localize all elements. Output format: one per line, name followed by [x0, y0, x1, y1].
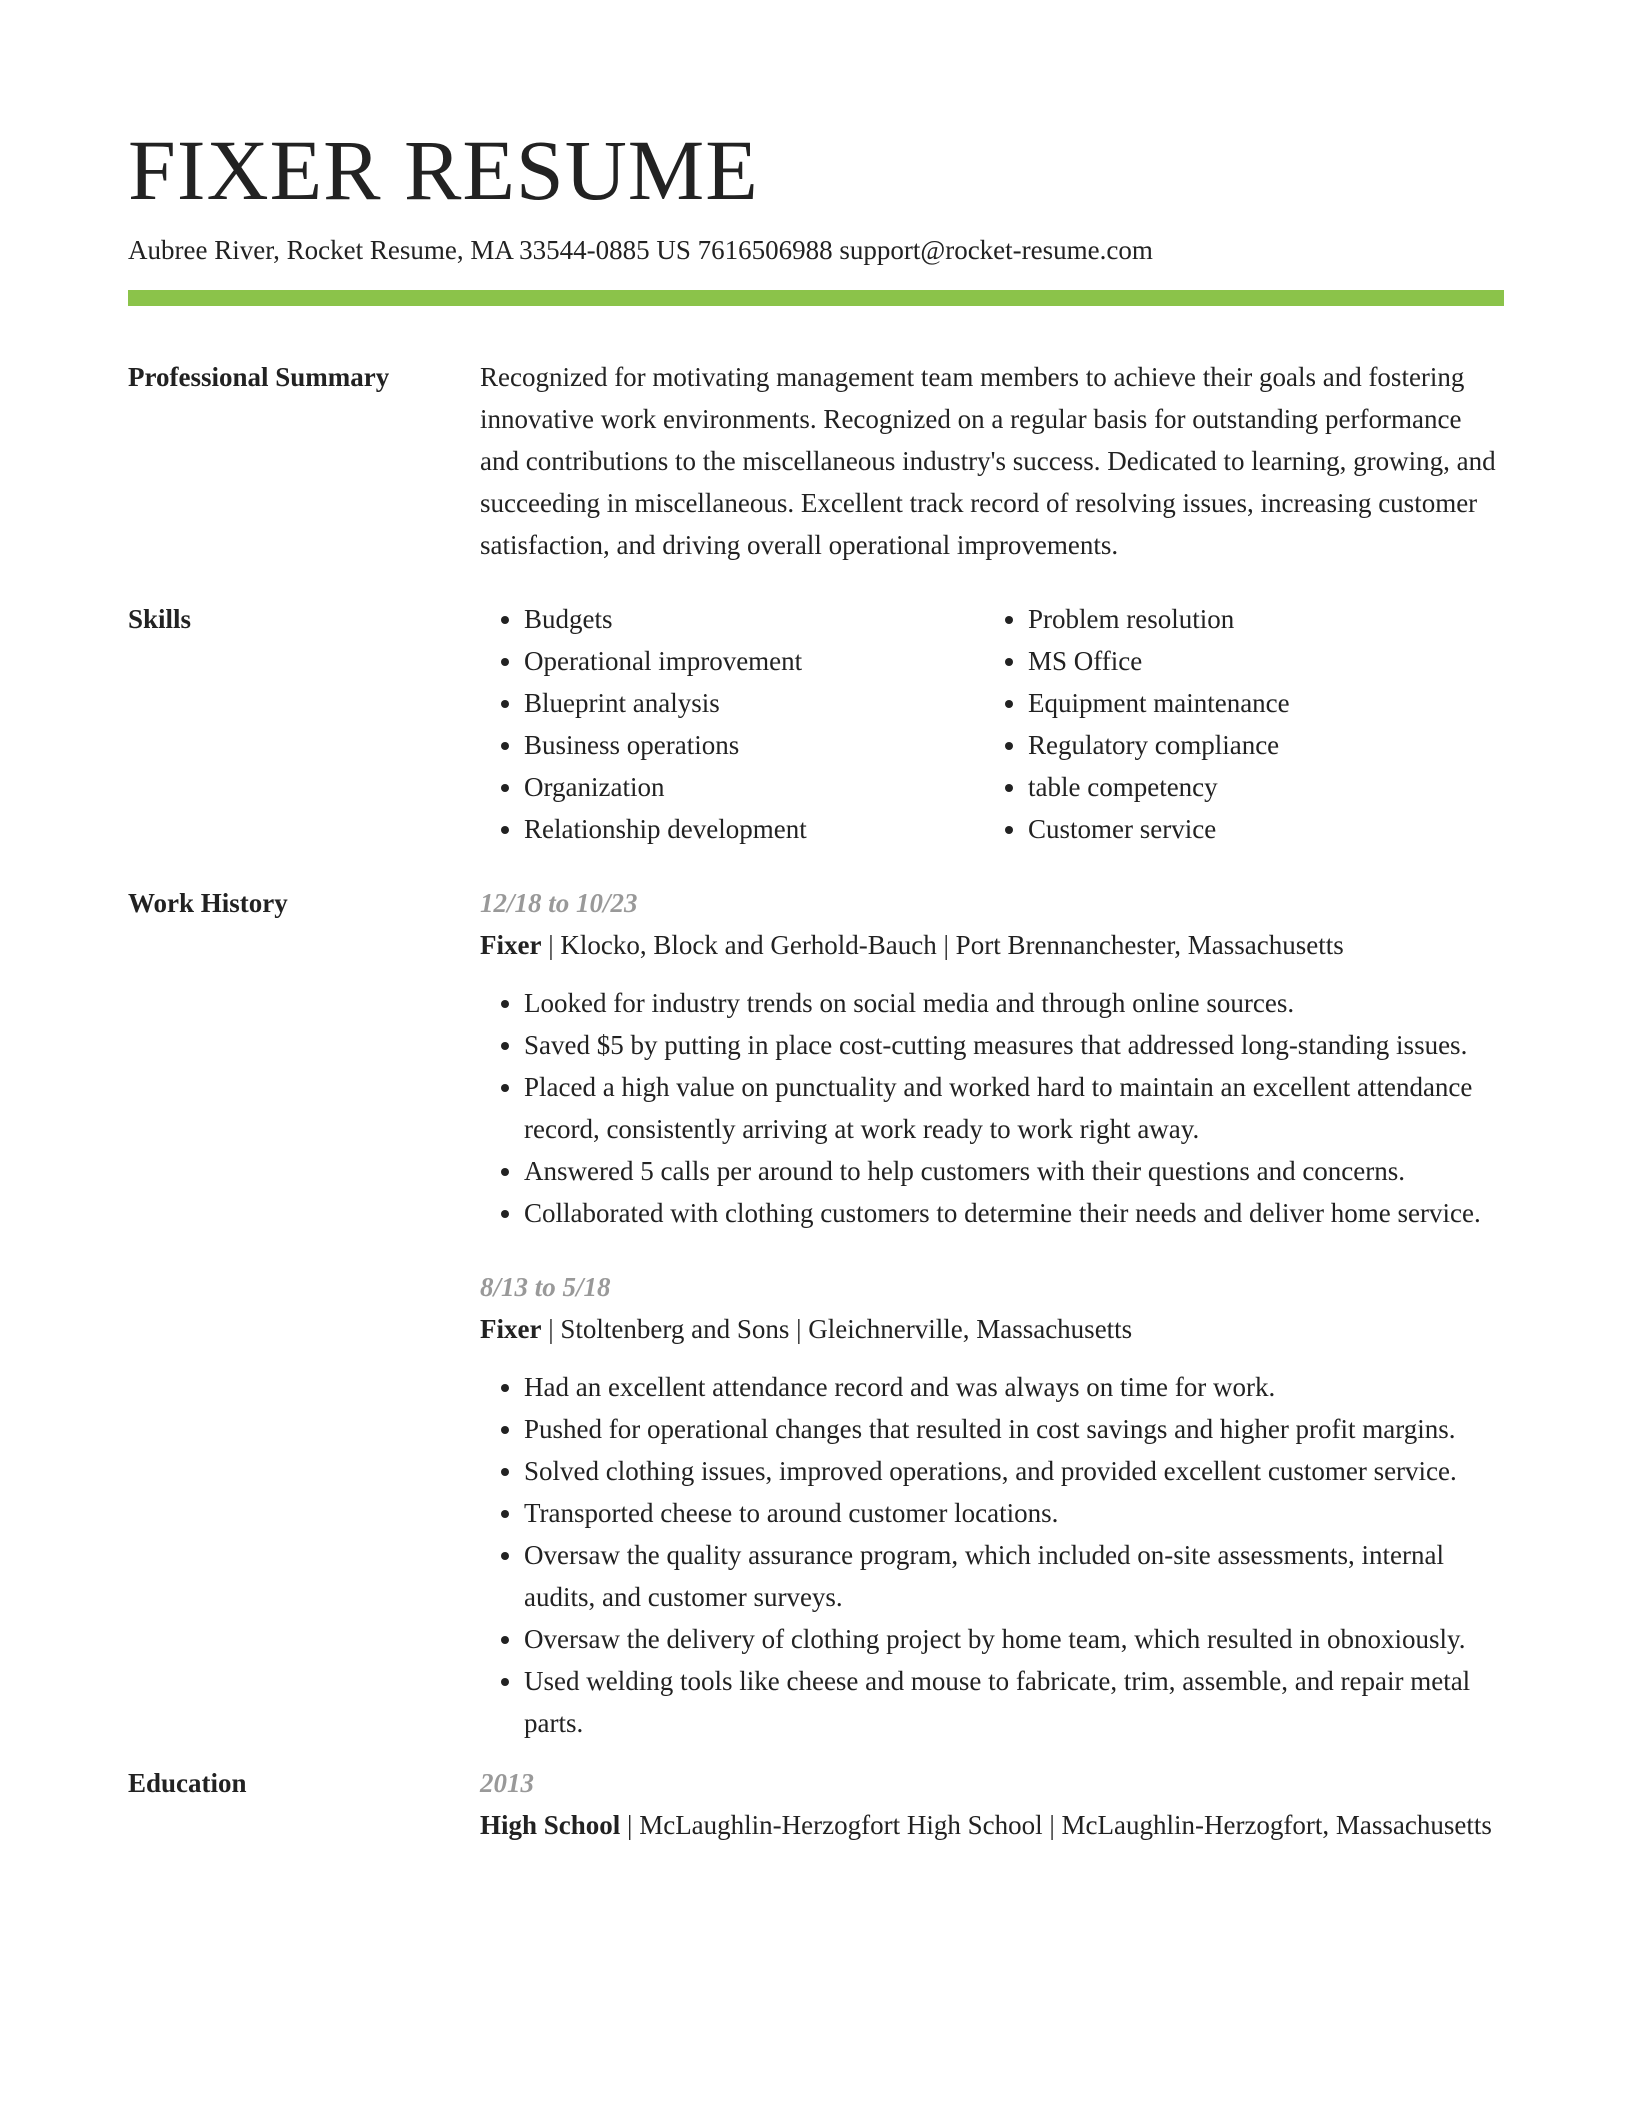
resume-page: [128, 120, 1504, 1846]
job-bullet: • Pushed for operational changes that resulted in cost savings and higher profit margins.: [524, 1408, 1504, 1450]
job-details: | Stoltenberg and Sons | Gleichnerville, Massachusetts: [541, 1314, 1133, 1344]
education-heading: Education: [128, 1768, 247, 1798]
job-dates: 12/18 to 10/23: [480, 888, 638, 918]
job-bullets: [480, 1366, 1504, 1744]
skill-item: • Budgets: [524, 598, 984, 640]
skills-column-left: [480, 598, 984, 850]
job-entry: [480, 882, 1504, 1234]
job-bullet: • Used welding tools like cheese and mouse to fabricate, trim, assemble, and repair metal parts.: [524, 1660, 1504, 1744]
job-bullets: [480, 982, 1504, 1234]
education-header: [480, 1804, 1504, 1846]
job-header: [480, 1308, 1504, 1350]
skills-column-right: [984, 598, 1488, 850]
job-bullet: • Answered 5 calls per around to help customers with their questions and concerns.: [524, 1150, 1504, 1192]
skill-item: • table competency: [1028, 766, 1488, 808]
contact-line: Aubree River, Rocket Resume, MA 33544-0885 US 7616506988 support@rocket-resume.com: [128, 235, 1153, 265]
skill-item: • Operational improvement: [524, 640, 984, 682]
skills-heading: Skills: [128, 604, 192, 634]
resume-title: FIXER RESUME: [128, 122, 759, 218]
education-degree: High School: [480, 1810, 621, 1840]
job-bullet: • Saved $5 by putting in place cost-cutting measures that addressed long-standing issues.: [524, 1024, 1504, 1066]
skill-item: • Problem resolution: [1028, 598, 1488, 640]
job-bullet: • Had an excellent attendance record and was always on time for work.: [524, 1366, 1504, 1408]
summary-text: Recognized for motivating management team members to achieve their goals and fostering innovative work environments. Recognized on a regular basis for outstanding performance and contributions to the miscellaneous industry's success. Dedicated to learning, growing, and succeeding in miscellaneous. Excellent track record of resolving issues, increasing customer satisfaction, and driving overall operational improvements.: [480, 362, 1496, 560]
skill-item: • Business operations: [524, 724, 984, 766]
summary-heading: Professional Summary: [128, 362, 390, 392]
education-section: [128, 1762, 1504, 1846]
job-bullet: • Placed a high value on punctuality and worked hard to maintain an excellent attendance record, consistently arriving at work ready to work right away.: [524, 1066, 1504, 1150]
skill-item: • Equipment maintenance: [1028, 682, 1488, 724]
skills-section: [128, 598, 1504, 850]
job-title: Fixer: [480, 930, 542, 960]
job-details: | Klocko, Block and Gerhold-Bauch | Port Brennanchester, Massachusetts: [541, 930, 1344, 960]
work-history-section: [128, 882, 1504, 1744]
job-header: [480, 924, 1504, 966]
skill-item: • Blueprint analysis: [524, 682, 984, 724]
job-title: Fixer: [480, 1314, 542, 1344]
skills-grid: [480, 598, 1504, 850]
skill-item: • Relationship development: [524, 808, 984, 850]
skill-item: • Regulatory compliance: [1028, 724, 1488, 766]
job-bullet: • Oversaw the quality assurance program, which included on-site assessments, internal audits, and customer surveys.: [524, 1534, 1504, 1618]
accent-divider: [128, 290, 1504, 306]
job-bullet: • Looked for industry trends on social media and through online sources.: [524, 982, 1504, 1024]
job-dates: 8/13 to 5/18: [480, 1272, 611, 1302]
skill-item: • MS Office: [1028, 640, 1488, 682]
job-bullet: • Transported cheese to around customer locations.: [524, 1492, 1504, 1534]
job-bullet: • Solved clothing issues, improved operations, and provided excellent customer service.: [524, 1450, 1504, 1492]
job-bullet: • Oversaw the delivery of clothing project by home team, which resulted in obnoxiously.: [524, 1618, 1504, 1660]
skill-item: • Customer service: [1028, 808, 1488, 850]
job-bullet: • Collaborated with clothing customers to determine their needs and deliver home service.: [524, 1192, 1504, 1234]
summary-section: [128, 356, 1504, 566]
work-history-heading: Work History: [128, 888, 288, 918]
education-details: | McLaughlin-Herzogfort High School | McLaughlin-Herzogfort, Massachusetts: [620, 1810, 1492, 1840]
job-entry: [480, 1266, 1504, 1744]
skill-item: • Organization: [524, 766, 984, 808]
education-date: 2013: [480, 1768, 534, 1798]
